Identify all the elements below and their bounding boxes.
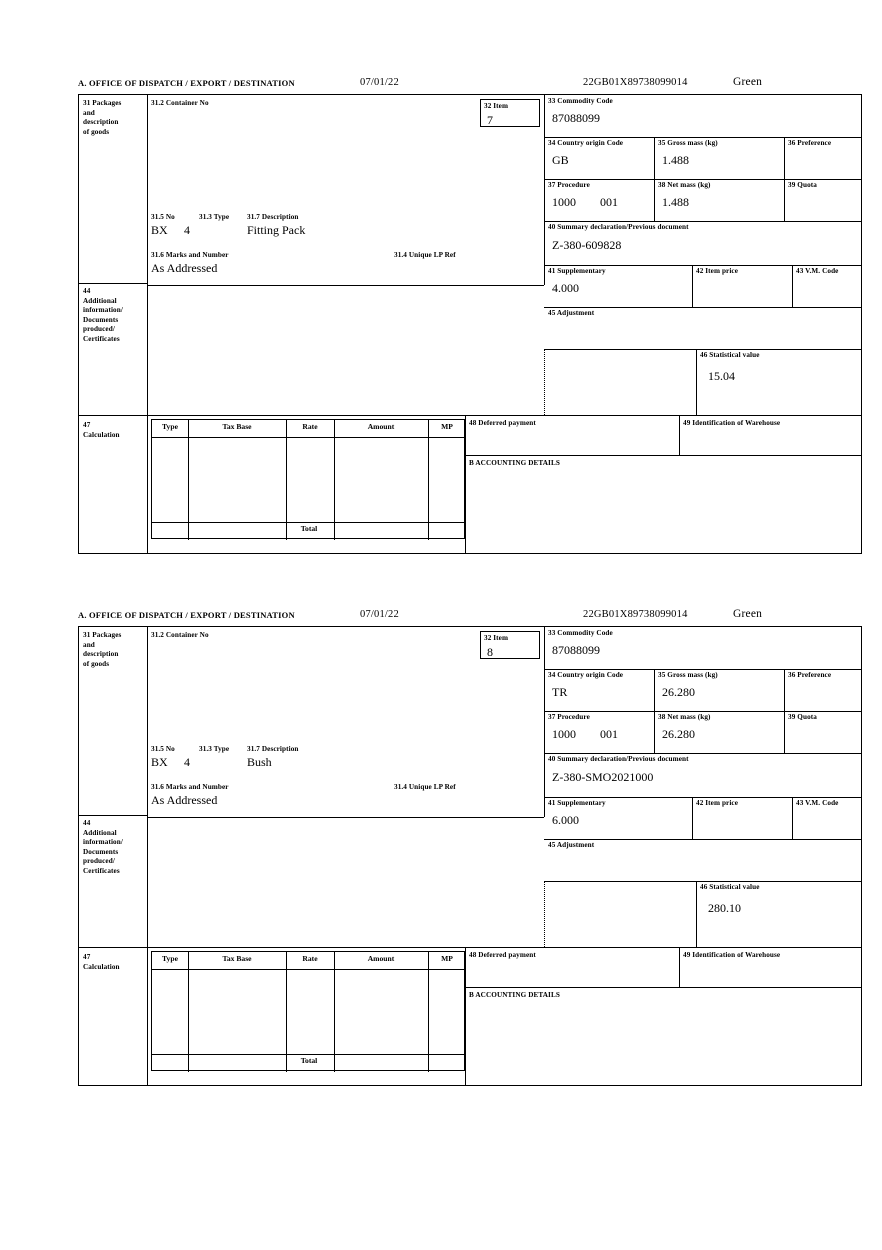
boxB-label: B ACCOUNTING DETAILS (469, 991, 560, 999)
box31-5-no-label: 31.5 No (151, 745, 175, 753)
box36-value (784, 149, 861, 153)
box49-warehouse (679, 417, 861, 457)
box40-value: Z-380-609828 (552, 237, 622, 252)
box49-warehouse (679, 949, 861, 989)
boxB-accounting-details (465, 989, 861, 1085)
box43-vm-code (792, 797, 861, 839)
box38-value: 26.280 (662, 726, 695, 741)
box47-col-mp: MP (441, 954, 453, 963)
box47-label: 47 Calculation (83, 953, 120, 971)
box45-label: 45 Adjustment (548, 841, 595, 849)
box33-commodity-code (544, 627, 861, 669)
office-of-dispatch-label: A. OFFICE OF DISPATCH / EXPORT / DESTINATION (78, 78, 295, 88)
box31-label: 31 Packages and description of goods (83, 99, 122, 136)
box35-gross-mass (654, 137, 784, 179)
box39-value (784, 723, 861, 727)
box45-adjustment (544, 839, 861, 881)
box49-label: 49 Identification of Warehouse (683, 419, 781, 427)
box47-col-amount: Amount (367, 422, 395, 431)
box39-quota (784, 711, 861, 753)
box36-label: 36 Preference (788, 671, 832, 679)
form-header (78, 78, 862, 94)
copy-colour-label: Green (733, 608, 763, 620)
box42-label: 42 Item price (696, 267, 739, 275)
box37-label: 37 Procedure (548, 181, 590, 189)
box39-value (784, 191, 861, 195)
box47-table (151, 419, 465, 539)
boxB-value (465, 1001, 861, 1004)
box48-label: 48 Deferred payment (469, 419, 536, 427)
box35-value: 1.488 (662, 152, 689, 167)
box48-deferred-payment (465, 417, 679, 457)
box41-label: 41 Supplementary (548, 799, 606, 807)
box31-7-description-value: Bush (247, 755, 272, 769)
box38-label: 38 Net mass (kg) (658, 181, 711, 189)
box31-7-description-label: 31.7 Description (247, 745, 299, 753)
box41-label: 41 Supplementary (548, 267, 606, 275)
box36-label: 36 Preference (788, 139, 832, 147)
box47-total-label: Total (300, 524, 318, 533)
box31-7-description-value: Fitting Pack (247, 223, 306, 237)
box48-value (465, 961, 679, 964)
box34-label: 34 Country origin Code (548, 671, 624, 679)
box45-value (544, 851, 861, 855)
box31-5-no-label: 31.5 No (151, 213, 175, 221)
box33-label: 33 Commodity Code (548, 629, 613, 637)
box33-value: 87088099 (552, 642, 600, 657)
box36-preference (784, 137, 861, 179)
form-body (78, 626, 862, 1086)
box35-value: 26.280 (662, 684, 695, 699)
box46-label: 46 Statistical value (700, 351, 760, 359)
box42-value (692, 277, 792, 281)
box31-3-type-value: 4 (184, 223, 190, 237)
box41-value: 6.000 (552, 812, 579, 827)
box47-col-tax-base: Tax Base (222, 954, 252, 963)
box39-label: 39 Quota (788, 181, 817, 189)
box42-item-price (692, 797, 792, 839)
box39-quota (784, 179, 861, 221)
box31-2-container-label: 31.2 Container No (151, 99, 209, 107)
box46-label: 46 Statistical value (700, 883, 760, 891)
box46-value: 15.04 (708, 368, 735, 383)
box47-col-tax-base: Tax Base (222, 422, 252, 431)
box32-value: 8 (487, 644, 493, 659)
box35-label: 35 Gross mass (kg) (658, 671, 718, 679)
box48-deferred-payment (465, 949, 679, 989)
box36-value (784, 681, 861, 685)
box44-label: 44 Additional information/ Documents produced/ Certificates (83, 819, 123, 875)
box45-adjustment (544, 307, 861, 349)
box31-6-marks-label: 31.6 Marks and Number (151, 251, 229, 259)
box43-vm-code (792, 265, 861, 307)
box38-net-mass (654, 179, 784, 221)
box33-label: 33 Commodity Code (548, 97, 613, 105)
office-of-dispatch-label: A. OFFICE OF DISPATCH / EXPORT / DESTINATION (78, 610, 295, 620)
box49-label: 49 Identification of Warehouse (683, 951, 781, 959)
box47-col-type: Type (162, 954, 178, 963)
box41-supplementary (544, 797, 692, 839)
box31-4-unique-lp-label: 31.4 Unique LP Ref (394, 251, 456, 259)
box35-gross-mass (654, 669, 784, 711)
box41-supplementary (544, 265, 692, 307)
box47-col-type: Type (162, 422, 178, 431)
box47-total-label: Total (300, 1056, 318, 1065)
boxB-label: B ACCOUNTING DETAILS (469, 459, 560, 467)
box31-3-type-value: 4 (184, 755, 190, 769)
box48-label: 48 Deferred payment (469, 951, 536, 959)
box37-label: 37 Procedure (548, 713, 590, 721)
form-body (78, 94, 862, 554)
box45-value (544, 319, 861, 323)
box38-label: 38 Net mass (kg) (658, 713, 711, 721)
movement-reference-number: 22GB01X89738099014 (583, 609, 688, 620)
box31-3-type-label: 31.3 Type (199, 745, 230, 753)
box32-item (480, 99, 540, 127)
box48-value (465, 429, 679, 432)
movement-reference-number: 22GB01X89738099014 (583, 77, 688, 88)
box37-procedure (544, 711, 654, 753)
box32-label: 32 Item (484, 102, 509, 110)
box40-value: Z-380-SMO2021000 (552, 769, 654, 784)
box31-6-marks-value: As Addressed (151, 261, 218, 275)
box47-col-amount: Amount (367, 954, 395, 963)
declaration-date: 07/01/22 (360, 609, 399, 620)
box42-item-price (692, 265, 792, 307)
box32-item (480, 631, 540, 659)
box33-commodity-code (544, 95, 861, 137)
box37-value-b: 001 (600, 726, 618, 741)
box43-value (792, 277, 861, 281)
box42-label: 42 Item price (696, 799, 739, 807)
declaration-form-1 (78, 78, 862, 554)
box45-label: 45 Adjustment (548, 309, 595, 317)
box49-value (679, 961, 861, 964)
box36-preference (784, 669, 861, 711)
boxB-value (465, 469, 861, 472)
form-header (78, 610, 862, 626)
box31-5-no-value: BX (151, 755, 168, 769)
box31-7-description-label: 31.7 Description (247, 213, 299, 221)
box39-label: 39 Quota (788, 713, 817, 721)
declaration-form-2 (78, 610, 862, 1086)
box37-value-a: 1000 (552, 194, 576, 209)
box41-value: 4.000 (552, 280, 579, 295)
box38-value: 1.488 (662, 194, 689, 209)
box38-net-mass (654, 711, 784, 753)
box34-country-origin (544, 669, 654, 711)
box40-label: 40 Summary declaration/Previous document (548, 223, 689, 231)
box35-label: 35 Gross mass (kg) (658, 139, 718, 147)
box46-statistical-value (696, 881, 861, 947)
box47-label: 47 Calculation (83, 421, 120, 439)
box33-value: 87088099 (552, 110, 600, 125)
box43-value (792, 809, 861, 813)
box31-6-marks-value: As Addressed (151, 793, 218, 807)
box31-2-container-label: 31.2 Container No (151, 631, 209, 639)
box40-previous-document (544, 221, 861, 265)
declaration-date: 07/01/22 (360, 77, 399, 88)
box34-value: TR (552, 684, 568, 699)
box31-5-no-value: BX (151, 223, 168, 237)
box40-label: 40 Summary declaration/Previous document (548, 755, 689, 763)
box47-col-mp: MP (441, 422, 453, 431)
box44-label: 44 Additional information/ Documents produced/ Certificates (83, 287, 123, 343)
box34-country-origin (544, 137, 654, 179)
box47-col-rate: Rate (302, 954, 318, 963)
box34-label: 34 Country origin Code (548, 139, 624, 147)
box46-value: 280.10 (708, 900, 741, 915)
box37-procedure (544, 179, 654, 221)
box37-value-a: 1000 (552, 726, 576, 741)
box43-label: 43 V.M. Code (796, 267, 839, 275)
box37-value-b: 001 (600, 194, 618, 209)
box43-label: 43 V.M. Code (796, 799, 839, 807)
box32-value: 7 (487, 112, 493, 127)
box42-value (692, 809, 792, 813)
box47-table (151, 951, 465, 1071)
boxB-accounting-details (465, 457, 861, 553)
box31-4-unique-lp-label: 31.4 Unique LP Ref (394, 783, 456, 791)
box31-6-marks-label: 31.6 Marks and Number (151, 783, 229, 791)
box34-value: GB (552, 152, 569, 167)
box31-label: 31 Packages and description of goods (83, 631, 122, 668)
box46-statistical-value (696, 349, 861, 415)
box40-previous-document (544, 753, 861, 797)
box32-label: 32 Item (484, 634, 509, 642)
copy-colour-label: Green (733, 76, 763, 88)
box31-3-type-label: 31.3 Type (199, 213, 230, 221)
box49-value (679, 429, 861, 432)
box47-col-rate: Rate (302, 422, 318, 431)
